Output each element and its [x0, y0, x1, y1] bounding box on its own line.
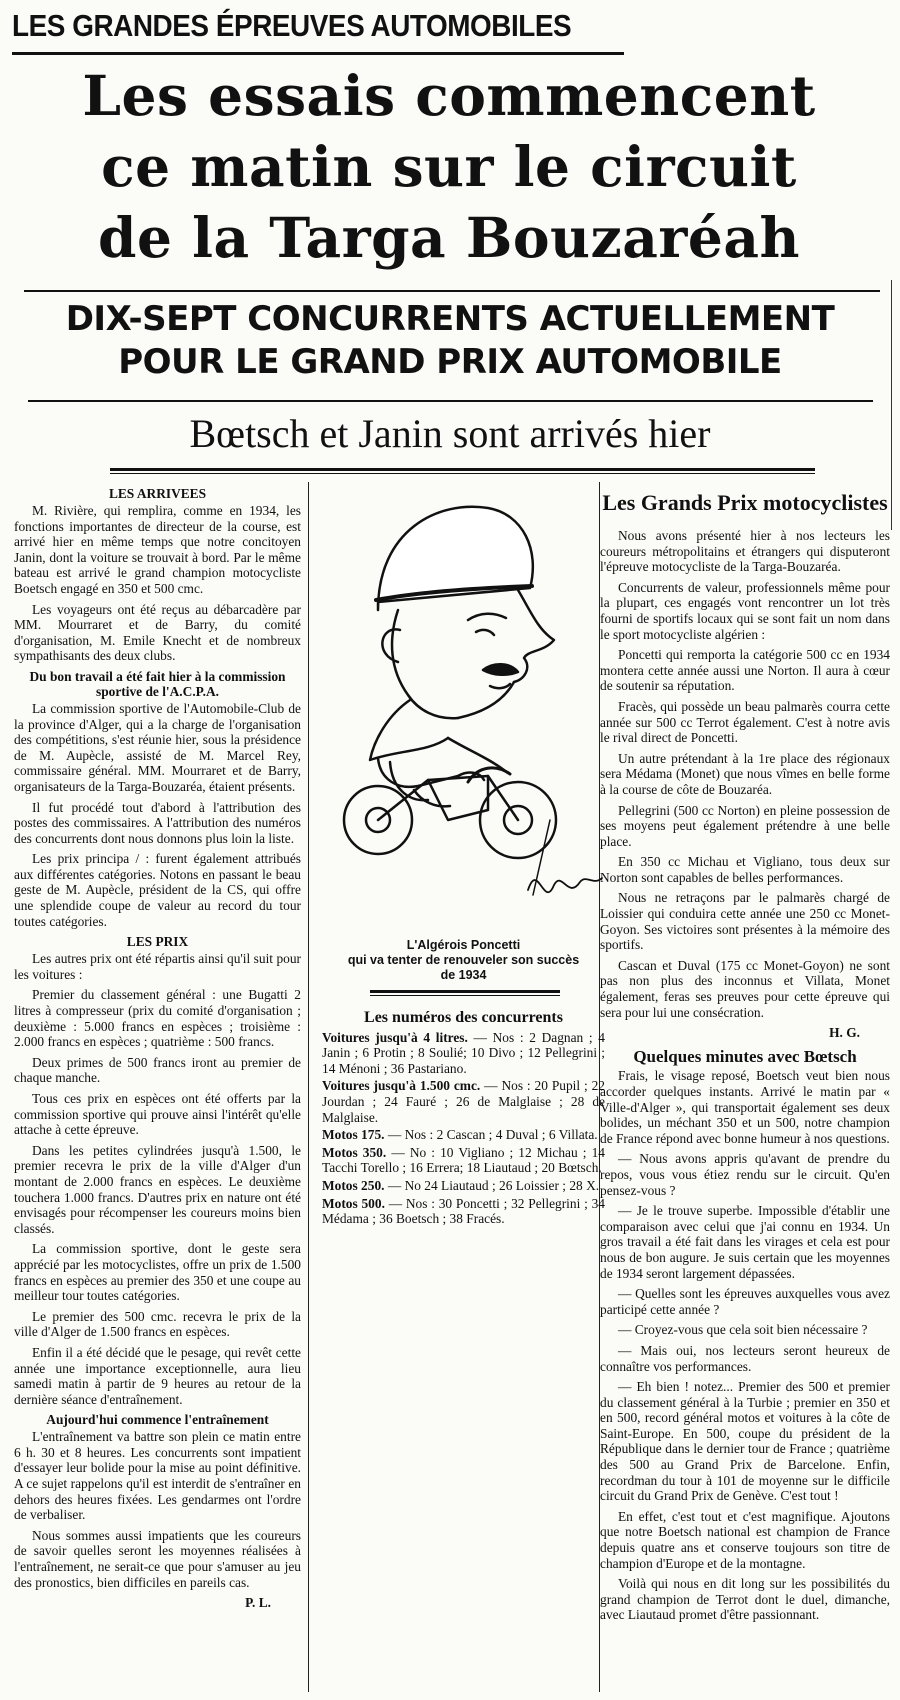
paragraph: La commission sportive, dont le geste sera apprécié par les motocyclistes, offre un prix de 1.500 francs en espèces au premier des 350 et une coupe au meilleur tour toutes catégories.	[14, 1241, 301, 1304]
category-list: — No 24 Liautaud ; 26 Loissier ; 28 X.	[384, 1177, 600, 1193]
subheadline	[10, 298, 890, 384]
category-entry	[322, 1178, 605, 1194]
paragraph: Pellegrini (500 cc Norton) en pleine possession de ses moyens peut également prétendre à une belle place.	[600, 802, 890, 849]
category-entry	[322, 1145, 605, 1176]
paragraph: Cascan et Duval (175 cc Monet-Goyon) ne sont pas non plus des inconnus et Villata, Monet également, feras ses preuves pour cette épreuve qui sera pour lui une consécration.	[600, 957, 890, 1020]
divider	[110, 468, 815, 471]
category-label: Voitures jusqu'à 1.500 cmc.	[322, 1078, 481, 1094]
column-3	[600, 490, 890, 1628]
paragraph: En 350 cc Michau et Vigliano, tous deux sur Norton sont capables de belles performances.	[600, 854, 890, 885]
category-label: Voitures jusqu'à 4 litres.	[322, 1029, 468, 1045]
category-list: — Nos : 20 Pupil ; 22 Jourdan ; 24 Fauré ; 26 de Malglaise ; 28 de Malglaise.	[322, 1078, 606, 1125]
paragraph: Voilà qui nous en dit long sur les possibilités du grand champion de Terrot dont le duel, dimanche, avec Liautaud promet d'être passionnant.	[600, 1576, 890, 1623]
subheadline-line-1: DIX-SEPT CONCURRENTS ACTUELLEMENT	[65, 299, 835, 339]
category-entry	[322, 1078, 605, 1125]
headline	[14, 60, 884, 273]
section-heading: Les numéros des concurrents	[364, 1009, 563, 1026]
illustration-caption	[322, 938, 605, 983]
paragraph: Deux primes de 500 francs iront au premier de chaque manche.	[14, 1054, 301, 1086]
paragraph: Nous avons présenté hier à nos lecteurs les coureurs métropolitains et étrangers qui disputeront l'épreuve motocycliste de la Targa-Bouzaréa.	[600, 528, 890, 575]
paragraph: Les prix principa / : furent également attribués aux différentes catégories. Notons en passant le beau geste de M. Aupècle, président de la CS, qui offre une splendide coupe de valeur au record du tour toutes catégories.	[14, 851, 301, 929]
paragraph: Les autres prix ont été répartis ainsi qu'il suit pour les voitures :	[14, 951, 301, 982]
paragraph: Un autre prétendant à la 1re place des régionaux sera Médama (Monet) que nous vîmes en belle forme à la course de côte de Bouzaréa.	[600, 750, 890, 797]
section-heading: Aujourd'hui commence l'entraînement	[46, 1412, 269, 1428]
paragraph: Nous ne retraçons par le palmarès chargé de Loissier qui conduira cette année une 250 cc Monet-Goyon. Ses victoires sont présentes à la mémoire des sportifs.	[600, 890, 890, 953]
paragraph: — Quelles sont les épreuves auxquelles vous avez participé cette année ?	[600, 1286, 890, 1317]
paragraph: Tous ces prix en espèces ont été offerts par la commission sportive qui prouve ainsi l'intérêt qu'elle attache à cette épreuve.	[14, 1091, 301, 1138]
paragraph: Dans les petites cylindrées jusqu'à 1.500, le premier recevra le prix de la ville d'Alger d'un montant de 2.000 francs en espèces. Le deuxième touchera 1.000 francs. D'autres prix en nature ont été envisagés pour récompenser les coureurs moins bien classés.	[14, 1142, 301, 1236]
category-entry	[322, 1127, 605, 1143]
paragraph: — Mais oui, nos lecteurs seront heureux de connaître vos performances.	[600, 1342, 890, 1374]
paragraph: Fracès, qui possède un beau palmarès courra cette année sur 500 cc Terrot également. C'est à notre avis le rival direct de Poncetti.	[600, 698, 890, 746]
paragraph: Le premier des 500 cmc. recevra le prix de la ville d'Alger de 1.500 francs en espèces.	[14, 1308, 301, 1340]
paragraph: — Eh bien ! notez... Premier des 500 et premier du classement général à la Turbie ; premier en 350 et en 500, record général motos et voitures à la côte de Saint-Europe. En 500, coupe du président de la République dans le dernier tour de France ; quatrième des 500 au Grand Prix de Barcelone. Enfin, recordman du tour à 101 de moyenne sur le difficile circuit du Grand Prix de Genève. C'est tout !	[600, 1379, 890, 1504]
divider	[370, 995, 560, 996]
section-title: Les Grands Prix motocyclistes	[602, 490, 888, 515]
category-entry	[322, 1030, 605, 1077]
category-label: Motos 500.	[322, 1195, 385, 1211]
category-list: — Nos : 30 Poncetti ; 32 Pellegrini ; 34 Médama ; 36 Boetsch ; 38 Fracés.	[322, 1195, 605, 1227]
caption-line-1: L'Algérois Poncetti	[406, 938, 521, 952]
caption-line-3: de 1934	[440, 968, 487, 982]
headline-line-3: de la Targa Bouzaréah	[98, 205, 800, 270]
page-edge	[891, 280, 900, 530]
headline-line-1: Les essais commencent	[82, 63, 816, 128]
category-list: — Nos : 2 Cascan ; 4 Duval ; 6 Villata.	[384, 1127, 598, 1143]
paragraph: Poncetti qui remporta la catégorie 500 cc en 1934 montera cette année aussi une Norton. Il aura à cœur de soutenir sa réputation.	[600, 647, 890, 694]
divider	[110, 473, 815, 474]
signature: H. G.	[829, 1025, 860, 1041]
paragraph: En effet, c'est tout et c'est magnifique. Ajoutons que notre Boetsch national est champion de France depuis quatre ans et conserve toujours son titre de champion d'Europe et de la montagne.	[600, 1508, 890, 1571]
section-heading: LES ARRIVEES	[108, 486, 207, 501]
divider	[370, 990, 560, 993]
section-heading: Quelques minutes avec Bœtsch	[633, 1046, 857, 1066]
paragraph: — Nous avons appris qu'avant de prendre du repos, vous vous étiez rendu sur le circuit. Qu'en pensez-vous ?	[600, 1151, 890, 1198]
signature: P. L.	[245, 1595, 271, 1611]
paragraph: Enfin il a été décidé que le pesage, qui revêt cette année une importance exceptionnelle, aura lieu samedi matin à partir de 9 heures au retour de la dernière séance d'entraînement.	[14, 1344, 301, 1407]
caption-line-2: qui va tenter de renouveler son succès	[347, 953, 580, 967]
paragraph: Il fut procédé tout d'abord à l'attribution des postes des commissaires. A l'attribution des numéros des concurrents dont nous donnons plus loin la liste.	[14, 799, 301, 846]
paragraph: La commission sportive de l'Automobile-Club de la province d'Alger, qui a la charge de l'organisation des compétitions, s'est réunie hier, sous la présidence de M. Aupècle, assisté de M. Marcel Rey, commissaire général. MM. Mourraret et de Barry, organisateurs de la Targa-Bouzaréa, étaient présents.	[14, 700, 301, 794]
subheadline-line-2: POUR LE GRAND PRIX AUTOMOBILE	[118, 342, 782, 382]
entry-numbers	[322, 1010, 605, 1229]
column-divider	[308, 482, 309, 1692]
headline-line-2: ce matin sur le circuit	[101, 134, 797, 199]
paragraph: Premier du classement général : une Bugatti 2 litres à compresseur (prix du comité d'organisation ; deuxième : 5.000 francs en espèces ; troisième : 2.000 francs en espèces ; quatrième : 500 francs.	[14, 987, 301, 1050]
paragraph: — Croyez-vous que cela soit bien nécessaire ?	[618, 1322, 868, 1338]
column-1	[14, 482, 301, 1616]
category-label: Motos 175.	[322, 1127, 385, 1143]
paragraph: L'entraînement va battre son plein ce matin entre 6 h. 30 et 8 heures. Les concurrents sont impatient d'essayer leur bolide pour la mise au point définitive. A ce sujet rappelons qu'il est interdit de s'entraîner en dehors des heures fixées. Les gendarmes ont l'ordre de verbaliser.	[14, 1429, 301, 1523]
paragraph: Nous sommes aussi impatients que les coureurs de savoir quelles seront les moyennes réalisées à l'entraînement, ne serait-ce que pour s'amuser au jeu des pronostics, bien difficiles en pareils cas.	[14, 1527, 301, 1590]
caricature-illustration	[318, 490, 608, 930]
category-list: — No : 10 Vigliano ; 12 Michau ; 14 Tacchi Torello ; 16 Errera; 18 Liautaud ; 20 Bœtsch.	[322, 1144, 605, 1176]
category-entry	[322, 1196, 605, 1227]
kicker: LES GRANDES ÉPREUVES AUTOMOBILES	[12, 8, 572, 43]
kicker-rule	[12, 52, 624, 55]
category-label: Motos 250.	[322, 1177, 385, 1193]
paragraph: Les voyageurs ont été reçus au débarcadère par MM. Mourraret et de Barry, du comité d'organisation, M. Emile Knecht et de nombreux sympathisants des deux clubs.	[14, 601, 301, 664]
divider	[24, 290, 880, 292]
paragraph: Frais, le visage reposé, Boetsch veut bien nous accorder quelques instants. Arrivé le matin par « Ville-d'Alger », qui transportait également ses deux bolides, un méchant 350 et un 500, notre champion de France répond avec bonne humeur à nos questions.	[600, 1068, 890, 1146]
paragraph: Concurrents de valeur, professionnels même pour la plupart, ces engagés vont rencontrer un lot très fourni de sportifs locaux qui se sont fait un nom dans le sport motocycliste algérien :	[600, 579, 890, 642]
paragraph: M. Rivière, qui remplira, comme en 1934, les fonctions importantes de directeur de la course, est arrivé hier en même temps que notre concitoyen Janin, dont la voiture se trouvait à bord. Par le même bateau est arrivé le grand champion motocycliste Boetsch engagé en 350 et 500 cmc.	[14, 503, 301, 596]
section-heading: LES PRIX	[126, 934, 189, 950]
deck: Bœtsch et Janin sont arrivés hier	[189, 411, 711, 456]
category-list: — Nos : 2 Dagnan ; 4 Janin ; 6 Protin ; 8 Soulié; 10 Divo ; 12 Pellegrini ; 14 Ménoni ; 36 Pastariano.	[322, 1029, 605, 1076]
section-heading: Du bon travail a été fait hier à la commission sportive de l'A.C.P.A.	[29, 668, 286, 699]
category-label: Motos 350.	[322, 1144, 387, 1160]
paragraph: — Je le trouve superbe. Impossible d'établir une comparaison avec celui que j'ai connu en 1934. Un gros travail a été fait dans les virages et cela est pour nous de bon augure. Je suis certain que les moyennes de 1934 seront largement dépassées.	[600, 1203, 890, 1281]
divider	[28, 400, 873, 402]
